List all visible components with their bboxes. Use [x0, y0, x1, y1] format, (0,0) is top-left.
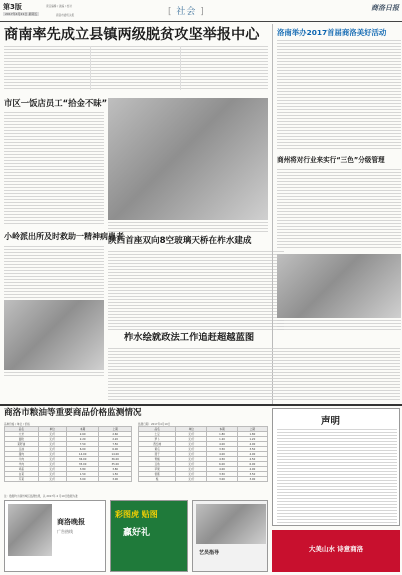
paper-name: 商洛日报: [371, 4, 399, 12]
left-cell: 元/斤: [38, 467, 66, 472]
shangzhou-body: [277, 169, 401, 249]
price-footnote: 注：数据均为商州城区监测结果，以 2017年 4 月19日数据为准: [4, 495, 78, 498]
lead-headline: 商南率先成立县镇两级脱贫攻坚举报中心: [4, 27, 260, 43]
left-cell: 14.00: [66, 452, 99, 457]
col-header: 上期: [99, 427, 132, 432]
price-right-table: [138, 426, 268, 482]
price-headline: 商洛市粮油等重要商品价格监测情况: [4, 408, 142, 418]
price-left-table: [4, 426, 132, 482]
right-cell: 元/斤: [176, 442, 207, 447]
ad3-title: 艺员指导: [199, 550, 220, 556]
ad1-title: 商洛晚报: [57, 518, 85, 526]
left-cell: 元/斤: [38, 447, 66, 452]
statement-body: [277, 429, 397, 523]
price-right-caption: 监测日期：2017年4月19日: [138, 423, 171, 426]
left-cell: 元/斤: [38, 437, 66, 442]
page-number: 第3版: [3, 3, 22, 11]
right-cell: 4.00: [207, 442, 237, 447]
right-cell: 1.20: [207, 437, 237, 442]
left-cell: 14.00: [99, 452, 132, 457]
left-cell: 6.00: [99, 447, 132, 452]
city-eat-headline: 市区一饭店员工“拾金不昧”: [4, 98, 108, 108]
left-cell: 7.50: [99, 442, 132, 447]
shaanxi-headline: 陕西首座双向8空玻璃天桥在柞水建成: [108, 236, 252, 246]
lead-body: [4, 46, 268, 90]
photo-caption: [108, 222, 268, 232]
left-cell: 3.00: [66, 477, 99, 482]
left-cell: 菜籽油: [5, 442, 39, 447]
left-cell: 35.00: [66, 462, 99, 467]
right-cell: 茄子: [139, 452, 176, 457]
left-cell: 7.50: [66, 442, 99, 447]
left-cell: 36.00: [99, 457, 132, 462]
left-cell: 元/斤: [38, 432, 66, 437]
left-cell: 3.80: [99, 467, 132, 472]
right-cell: 4.50: [207, 457, 237, 462]
left-cell: 35.00: [99, 462, 132, 467]
left-cell: 羊肉: [5, 462, 39, 467]
bottom-banner: [272, 530, 400, 572]
left-cell: 3.00: [99, 477, 132, 482]
selected-headline: 洛南举办2017首届商洛美好活动: [277, 28, 387, 37]
left-cell: 元/斤: [38, 442, 66, 447]
right-cell: 元/斤: [176, 462, 207, 467]
right-cell: 4.00: [237, 442, 267, 447]
right-cell: 3.00: [237, 477, 267, 482]
section-name: 社会: [176, 7, 197, 17]
news-photo-meeting: [4, 300, 104, 370]
statement-box: [272, 408, 400, 526]
price-table-right: [138, 422, 268, 482]
right-cell: 1.20: [237, 437, 267, 442]
right-cell: 6.00: [207, 462, 237, 467]
right-cell: 苹果: [139, 467, 176, 472]
left-cell: 元/斤: [38, 472, 66, 477]
right-cell: 梨: [139, 477, 176, 482]
masthead-sub: 商洛市委机关报: [56, 14, 75, 17]
left-cell: 3.80: [66, 467, 99, 472]
left-row: [5, 477, 132, 482]
left-cell: 面粉: [5, 437, 39, 442]
right-cell: 元/斤: [176, 472, 207, 477]
right-cell: 3.50: [237, 447, 267, 452]
right-cell: 黄瓜: [139, 447, 176, 452]
ad2-title: 彩图虎 贴图: [115, 510, 158, 519]
left-cell: 元/斤: [38, 452, 66, 457]
ad-block-1: [4, 500, 106, 572]
right-cell: 3.50: [237, 472, 267, 477]
left-cell: 1.50: [99, 472, 132, 477]
right-cell: 1.80: [207, 432, 237, 437]
right-cell: 4.00: [237, 452, 267, 457]
right-cell: 3.00: [207, 477, 237, 482]
col-header: 单位: [176, 427, 207, 432]
right-cell: 元/斤: [176, 477, 207, 482]
right-cell: 青椒: [139, 457, 176, 462]
ad1-sub: 广告热线: [57, 529, 73, 534]
right-cell: 香蕉: [139, 472, 176, 477]
right-cell: 4.00: [237, 467, 267, 472]
zhashui-headline: 柞水绘就政法工作追赶超越蓝图: [124, 332, 255, 343]
col-header: 品名: [139, 427, 176, 432]
right-row: [139, 477, 268, 482]
right-cell: 1.80: [237, 432, 267, 437]
left-cell: 元/斤: [38, 462, 66, 467]
right-cell: 元/斤: [176, 452, 207, 457]
news-photo-people: [277, 254, 401, 318]
right-cell: 6.00: [237, 462, 267, 467]
right-cell: 4.00: [207, 467, 237, 472]
col-header: 单位: [38, 427, 66, 432]
right-column: [272, 24, 402, 404]
price-left-caption: 品种价格 / 单位 / 价格: [4, 423, 30, 426]
city-eat-body: [4, 112, 104, 224]
right-cell: 元/斤: [176, 437, 207, 442]
left-cell: 大米: [5, 432, 39, 437]
left-cell: 2.20: [66, 437, 99, 442]
right-cell: 西红柿: [139, 442, 176, 447]
right-cell: 4.00: [207, 452, 237, 457]
left-cell: 2.60: [66, 432, 99, 437]
masthead: [0, 0, 402, 22]
right-cell: 3.50: [207, 447, 237, 452]
left-cell: 猪肉: [5, 452, 39, 457]
left-cell: 2.60: [99, 432, 132, 437]
ad-portrait: [8, 504, 52, 556]
ad3-photo: [196, 504, 266, 544]
photo-people-caption: [277, 320, 401, 330]
col-header: 品名: [5, 427, 39, 432]
right-cell: 元/斤: [176, 457, 207, 462]
ad2-sub: 赢好礼: [123, 528, 151, 538]
right-cell: 元/斤: [176, 447, 207, 452]
col-header: 上期: [237, 427, 267, 432]
bottom-banner-text: 大美山水 诗意商洛: [308, 545, 364, 553]
shangzhou-headline: 商州将对行业来实行“三色”分级管理: [277, 156, 385, 164]
left-cell: 36.00: [66, 457, 99, 462]
right-cell: 豆角: [139, 462, 176, 467]
left-cell: 1.50: [66, 472, 99, 477]
right-cell: 元/斤: [176, 467, 207, 472]
left-cell: 元/斤: [38, 477, 66, 482]
left-cell: 6.00: [66, 447, 99, 452]
left-cell: 元/斤: [38, 457, 66, 462]
news-photo-classroom: [108, 98, 268, 220]
col-header: 本期: [66, 427, 99, 432]
left-cell: 芹菜: [5, 477, 39, 482]
col-header: 本期: [207, 427, 237, 432]
left-cell: 鸡蛋: [5, 467, 39, 472]
price-table-left: [4, 422, 132, 482]
ad-block-2: [110, 500, 188, 572]
shaanxi-body: [108, 251, 284, 331]
left-cell: 2.20: [99, 437, 132, 442]
right-cell: 3.50: [207, 472, 237, 477]
ad-block-3: [192, 500, 268, 572]
left-cell: 豆油: [5, 447, 39, 452]
right-cell: 元/斤: [176, 432, 207, 437]
right-cell: 萝卜: [139, 437, 176, 442]
section-label: [ 社会 ]: [168, 7, 205, 17]
right-cell: 4.50: [237, 457, 267, 462]
left-cell: 白菜: [5, 472, 39, 477]
zhashui-body: [108, 348, 400, 400]
masthead-meta: 责任编辑 / 美编 / 校对: [46, 5, 72, 8]
issue-date: 2017年4月21日 星期五: [5, 12, 38, 16]
selected-body: [277, 40, 401, 150]
xiaoling-headline: 小岭派出所及时救助一精神病患者: [4, 232, 124, 241]
statement-headline: 声明: [321, 416, 341, 427]
left-cell: 牛肉: [5, 457, 39, 462]
right-cell: 土豆: [139, 432, 176, 437]
